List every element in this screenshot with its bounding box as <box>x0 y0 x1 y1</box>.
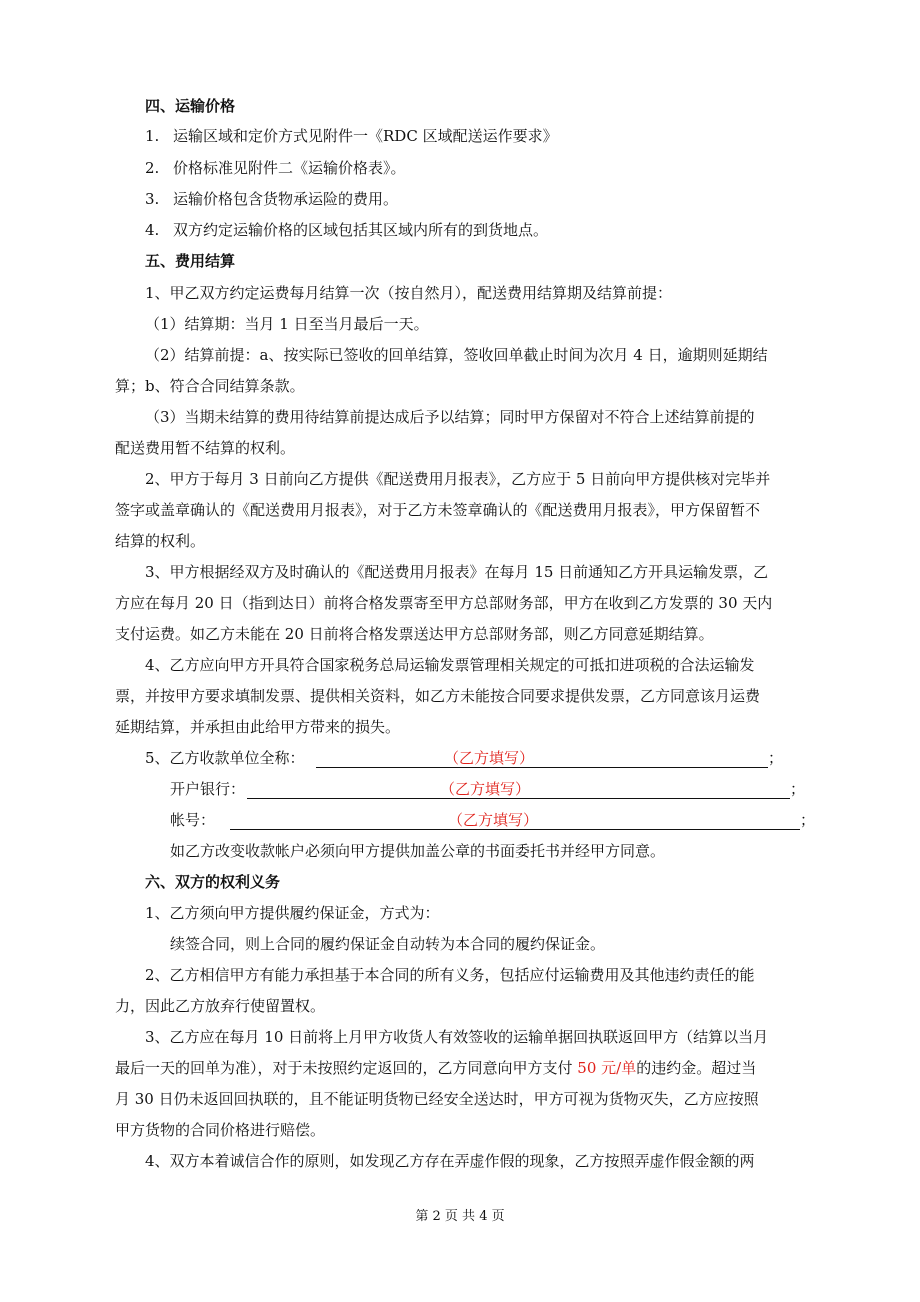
paragraph: 甲方货物的合同价格进行赔偿。 <box>115 1121 326 1139</box>
paragraph: 4、双方本着诚信合作的原则，如发现乙方存在弄虚作假的现象，乙方按照弄虚作假金额的两 <box>145 1152 755 1170</box>
fill-placeholder: （乙方填写） <box>448 811 539 829</box>
paragraph: （2）结算前提：a、按实际已签收的回单结算，签收回单截止时间为次月 4 日，逾期则延期结 <box>145 346 768 364</box>
paragraph: 续签合同，则上合同的履约保证金自动转为本合同的履约保证金。 <box>170 935 606 953</box>
paragraph: 方应在每月 20 日（指到达日）前将合格发票寄至甲方总部财务部，甲方在收到乙方发票的 30 天内 <box>115 594 773 612</box>
paragraph: 延期结算，并承担由此给甲方带来的损失。 <box>115 718 401 736</box>
paragraph: 签字或盖章确认的《配送费用月报表》，对于乙方未签章确认的《配送费用月报表》，甲方保留暂不 <box>115 501 761 519</box>
list-item: 1. 运输区域和定价方式见附件一《RDC 区域配送运作要求》 <box>145 127 558 145</box>
paragraph: 支付运费。如乙方未能在 20 日前将合格发票送达甲方总部财务部，则乙方同意延期结算。 <box>115 625 714 643</box>
account-field[interactable] <box>230 809 800 830</box>
paragraph: 月 30 日仍未返回回执联的，且不能证明货物已经安全送达时，甲方可视为货物灭失，乙方应按照 <box>115 1090 759 1108</box>
paragraph: 1、甲乙双方约定运费每月结算一次（按自然月），配送费用结算期及结算前提： <box>145 284 673 302</box>
end-mark: ； <box>800 811 816 829</box>
bank-label: 开户银行： <box>170 780 246 798</box>
paragraph: 如乙方改变收款帐户必须向甲方提供加盖公章的书面委托书并经甲方同意。 <box>170 842 666 860</box>
list-item: 3. 运输价格包含货物承运险的费用。 <box>145 190 399 208</box>
paragraph: 结算的权利。 <box>115 532 206 550</box>
paragraph: 2、甲方于每月 3 日前向乙方提供《配送费用月报表》，乙方应于 5 日前向甲方提供核对完毕并 <box>145 470 771 488</box>
paragraph: 4、乙方应向甲方开具符合国家税务总局运输发票管理相关规定的可抵扣进项税的合法运输发 <box>145 656 755 674</box>
paragraph: 2、乙方相信甲方有能力承担基于本合同的所有义务，包括应付运输费用及其他违约责任的能 <box>145 966 755 984</box>
section-5-heading: 五、费用结算 <box>145 252 236 270</box>
paragraph: 力，因此乙方放弃行使留置权。 <box>115 997 326 1015</box>
paragraph: 1、乙方须向甲方提供履约保证金，方式为： <box>145 904 440 922</box>
paragraph: 票，并按甲方要求填制发票、提供相关资料，如乙方未能按合同要求提供发票，乙方同意该月运费 <box>115 687 761 705</box>
fill-placeholder: （乙方填写） <box>444 749 535 767</box>
list-item: 4. 双方约定运输价格的区域包括其区域内所有的到货地点。 <box>145 221 549 239</box>
section-4-heading: 四、运输价格 <box>145 97 236 115</box>
paragraph: 3、甲方根据经双方及时确认的《配送费用月报表》在每月 15 日前通知乙方开具运输发票，乙 <box>145 563 769 581</box>
payee-name-label: 5、乙方收款单位全称： <box>145 749 305 767</box>
account-label: 帐号： <box>170 811 216 829</box>
paragraph: 配送费用暂不结算的权利。 <box>115 439 296 457</box>
end-mark: ； <box>768 749 784 767</box>
paragraph: （1）结算期：当月 1 日至当月最后一天。 <box>145 315 429 333</box>
paragraph: 3、乙方应在每月 10 日前将上月甲方收货人有效签收的运输单据回执联返回甲方（结算以当月 <box>145 1028 769 1046</box>
section-6-heading: 六、双方的权利义务 <box>145 873 281 891</box>
payee-name-field[interactable] <box>316 747 768 768</box>
fill-placeholder: （乙方填写） <box>440 780 531 798</box>
paragraph: 算；b、符合合同结算条款。 <box>115 377 305 395</box>
penalty-amount: 50 元/单 <box>577 1059 637 1077</box>
paragraph: （3）当期未结算的费用待结算前提达成后予以结算；同时甲方保留对不符合上述结算前提的 <box>145 408 755 426</box>
paragraph: 最后一天的回单为准），对于未按照约定返回的，乙方同意向甲方支付 50 元/单的违约金。超过当 <box>115 1059 757 1077</box>
page-footer: 第 2 页 共 4 页 <box>415 1209 505 1224</box>
bank-field[interactable] <box>247 778 790 799</box>
end-mark: ； <box>790 780 806 798</box>
list-item: 2. 价格标准见附件二《运输价格表》。 <box>145 159 406 177</box>
